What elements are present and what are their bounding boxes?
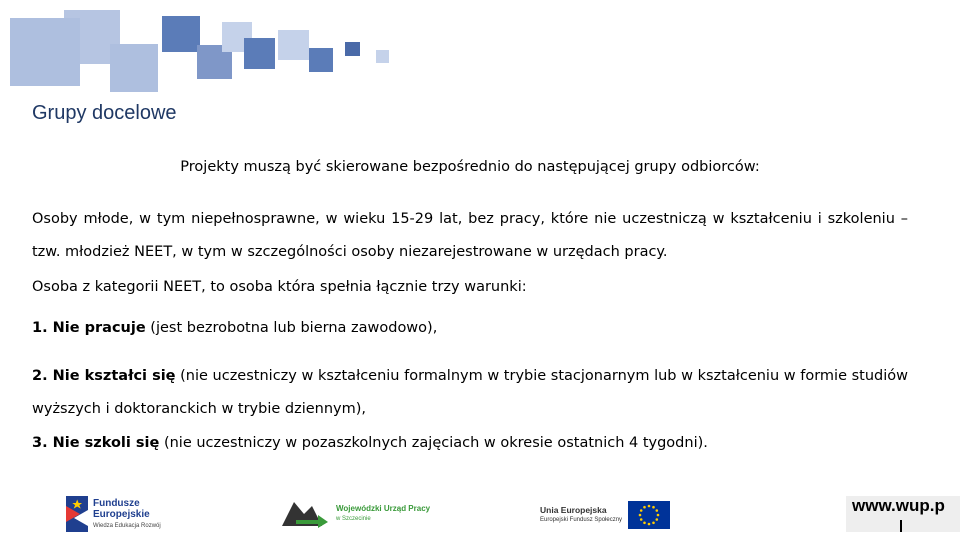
- neet-definition-paragraph: Osoby młode, w tym niepełnosprawne, w wieku 15-29 lat, bez pracy, które nie uczestniczą w kształceniu i szkoleniu – tzw. młodzież NEET, w tym w szczególności osoby niezarejestrowane w urzędach pracy.: [32, 210, 908, 260]
- condition-item: [32, 434, 908, 453]
- content: [32, 158, 908, 452]
- condition-lead: 3. Nie szkoli się: [32, 434, 160, 451]
- eu-flag-icon: [628, 501, 670, 529]
- wup-logo: [282, 500, 430, 528]
- eu-logo: [540, 501, 670, 529]
- condition-text: (nie uczestniczy w pozaszkolnych zajęciach w okresie ostatnich 4 tygodni).: [159, 434, 708, 451]
- website-url[interactable]: www.wup.p: [846, 496, 960, 532]
- wup-icon: [282, 500, 330, 528]
- deco-square: [278, 30, 309, 60]
- condition-text: (nie uczestniczy w kształceniu formalnym w trybie stacjonarnym lub w kształceniu w formie studiów wyższych i doktoranckich w trybie dziennym),: [32, 367, 909, 417]
- condition-text: (jest bezrobotna lub bierna zawodowo),: [145, 319, 438, 336]
- logo-line: Wiedza Edukacja Rozwój: [93, 523, 161, 530]
- deco-square: [162, 16, 200, 52]
- logo-line: Europejskie: [93, 509, 150, 521]
- deco-square: [244, 38, 275, 69]
- deco-square: [309, 48, 333, 72]
- target-group-heading: Projekty muszą być skierowane bezpośrednio do następującej grupy odbiorców:: [180, 159, 760, 175]
- logo-line: Wojewódzki Urząd Pracy: [336, 504, 431, 514]
- fundusze-europejskie-logo: [66, 496, 161, 532]
- deco-square: [376, 50, 389, 63]
- condition-item: [32, 360, 908, 426]
- logo-line: Europejski Fundusz Społeczny: [540, 517, 623, 524]
- logo-line: Fundusze: [93, 498, 140, 510]
- condition-lead: 2. Nie kształci się: [32, 367, 176, 384]
- text-cursor: [900, 520, 902, 532]
- condition-lead: 1. Nie pracuje: [32, 319, 146, 336]
- logo-line: w Szczecinie: [336, 516, 371, 523]
- footer-logos: [0, 488, 960, 540]
- page-title: Grupy docelowe: [32, 102, 177, 124]
- logo-line: Unia Europejska: [540, 505, 607, 516]
- fundusze-europejskie-icon: [66, 496, 88, 532]
- deco-square: [110, 44, 158, 92]
- neet-conditions-intro: Osoba z kategorii NEET, to osoba która spełnia łącznie trzy warunki:: [32, 278, 527, 295]
- deco-square: [345, 42, 360, 56]
- condition-item: [32, 319, 908, 338]
